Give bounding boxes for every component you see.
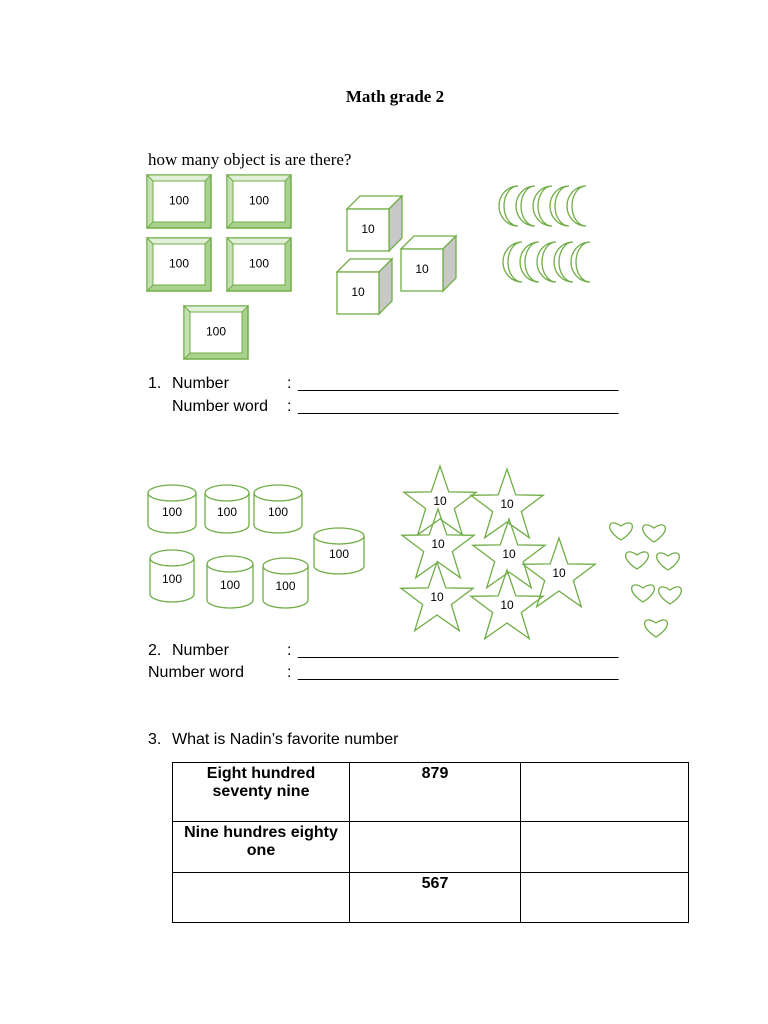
table-cell[interactable]: 567 (350, 873, 521, 923)
moon-icon (571, 242, 590, 282)
star-value-label: 10 (431, 537, 445, 552)
cylinder-value-label: 100 (267, 505, 289, 520)
hearts-group (610, 523, 682, 637)
item2-number-line (148, 642, 619, 660)
heart-icon (632, 585, 655, 602)
ten-star (471, 570, 543, 639)
item1-index: 1. (148, 375, 162, 392)
hundred-cylinder (148, 485, 196, 533)
cylinder-value-label: 100 (219, 578, 241, 593)
moon-icon (503, 242, 522, 282)
ten-star (471, 469, 543, 538)
item1-number-blank[interactable]: ____________________________________ (298, 375, 619, 392)
cube-value-label: 10 (415, 262, 429, 277)
moon-icon (499, 186, 518, 226)
square-value-label: 100 (248, 256, 270, 271)
ten-cubes-group (337, 196, 456, 314)
table-cell[interactable] (173, 873, 350, 923)
cylinder-value-label: 100 (161, 505, 183, 520)
moon-icon (520, 242, 539, 282)
hundred-square (147, 175, 211, 228)
ten-stars-group (401, 466, 595, 639)
table-cell[interactable] (521, 873, 689, 923)
item3-question: What is Nadin’s favorite number (172, 731, 399, 748)
moon-icon (550, 186, 569, 226)
heart-icon (645, 620, 668, 637)
item2-index: 2. (148, 642, 162, 659)
item3-line (148, 731, 398, 749)
ten-star (401, 562, 473, 631)
table-row (173, 822, 689, 873)
answer-table (172, 762, 689, 923)
hundred-cylinder (263, 558, 308, 608)
heart-icon (657, 553, 680, 570)
hundred-square (147, 238, 211, 291)
moon-icon (533, 186, 552, 226)
question-text: how many object is are there? (148, 150, 352, 169)
hundred-square (227, 175, 291, 228)
table-cell[interactable]: Eight hundred seventy nine (173, 763, 350, 822)
cylinder-value-label: 100 (328, 547, 350, 562)
hundred-cylinder (314, 528, 364, 574)
hundred-cylinder (254, 485, 302, 533)
square-value-label: 100 (248, 193, 270, 208)
moon-icon (567, 186, 586, 226)
item2-word-label: Number word (148, 664, 245, 681)
star-value-label: 10 (433, 494, 447, 509)
moon-icon (554, 242, 573, 282)
heart-icon (626, 552, 649, 569)
table-cell[interactable] (350, 822, 521, 873)
moon-icon (516, 186, 535, 226)
ten-cube (347, 196, 402, 251)
square-value-label: 100 (168, 193, 190, 208)
table-row (173, 873, 689, 923)
ten-star (402, 509, 474, 578)
page-title: Math grade 2 (345, 87, 445, 106)
item2-number-label: Number (172, 642, 229, 659)
hundred-cylinder (207, 556, 253, 608)
ten-star (404, 466, 476, 535)
star-value-label: 10 (552, 566, 566, 581)
cylinder-value-label: 100 (216, 505, 238, 520)
square-value-label: 100 (205, 324, 227, 339)
hundred-cylinder (205, 485, 249, 533)
star-value-label: 10 (430, 590, 444, 605)
hundred-cylinder (150, 550, 194, 602)
moons-group (499, 186, 590, 282)
heart-icon (610, 523, 633, 540)
item1-word-label: Number word (172, 398, 269, 415)
hundred-cylinders-group (148, 485, 364, 608)
star-value-label: 10 (502, 547, 516, 562)
table-cell[interactable]: Nine hundres eighty one (173, 822, 350, 873)
table-cell[interactable] (521, 822, 689, 873)
item2-word-line (148, 664, 619, 682)
moon-icon (537, 242, 556, 282)
item1-number-label: Number (172, 375, 229, 392)
item2-word-blank[interactable]: ____________________________________ (298, 664, 619, 681)
item1-number-line (148, 375, 619, 393)
item2-colon: : (287, 642, 292, 659)
item1-word-colon: : (287, 398, 292, 415)
item2-number-blank[interactable]: ____________________________________ (298, 642, 619, 659)
hundred-square (184, 306, 248, 359)
cylinder-value-label: 100 (161, 572, 183, 587)
cube-value-label: 10 (351, 285, 365, 300)
square-value-label: 100 (168, 256, 190, 271)
table-cell[interactable]: 879 (350, 763, 521, 822)
cube-value-label: 10 (361, 222, 375, 237)
star-value-label: 10 (500, 598, 514, 613)
heart-icon (659, 587, 682, 604)
star-value-label: 10 (500, 497, 514, 512)
table-cell[interactable] (521, 763, 689, 822)
item3-index: 3. (148, 731, 162, 748)
hundred-square (227, 238, 291, 291)
cylinder-value-label: 100 (275, 579, 296, 594)
ten-cube (401, 236, 456, 291)
item2-word-colon: : (287, 664, 292, 681)
hundred-squares-group (147, 175, 291, 359)
ten-cube (337, 259, 392, 314)
item1-word-blank[interactable]: ____________________________________ (298, 398, 619, 415)
heart-icon (643, 525, 666, 542)
item1-colon: : (287, 375, 292, 392)
table-row (173, 763, 689, 822)
item1-word-line (172, 398, 619, 416)
